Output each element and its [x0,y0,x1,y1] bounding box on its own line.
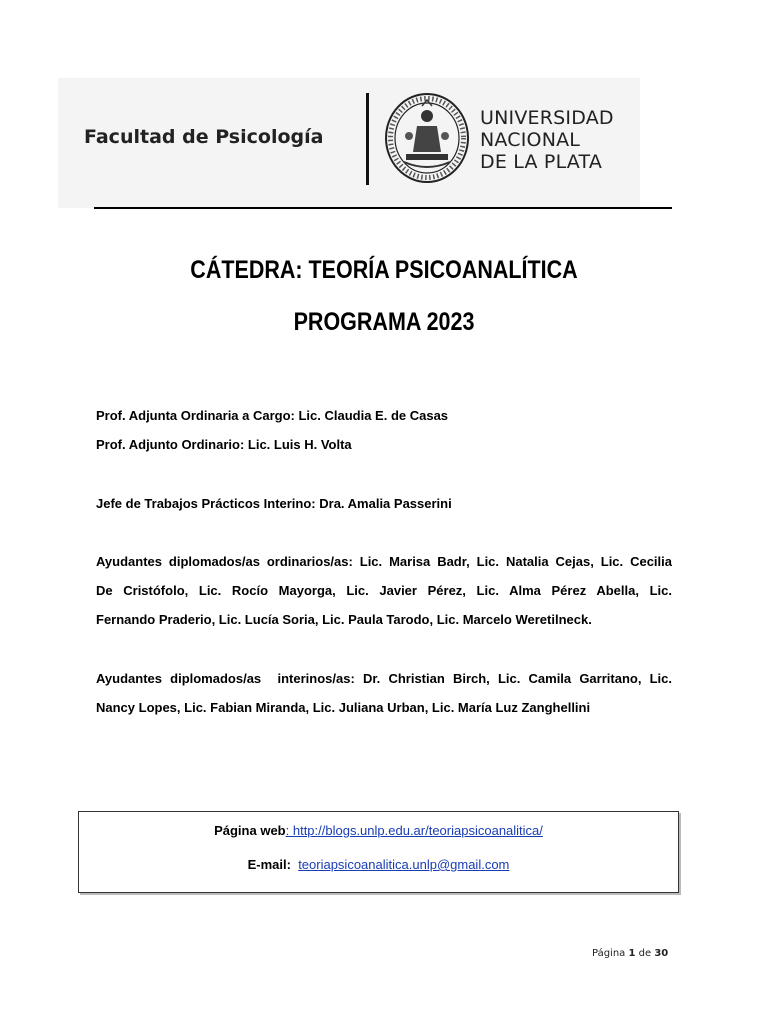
web-line [79,823,678,838]
professor-adjunto: Prof. Adjunto Ordinario: Lic. Luis H. Volta [96,437,352,452]
email-link[interactable]: teoriapsicoanalitica.unlp@gmail.com [298,857,510,872]
university-name [480,107,614,173]
program-title: PROGRAMA 2023 [293,308,475,336]
ayudantes-interinos-line: Nancy Lopes, Lic. Fabian Miranda, Lic. Juliana Urban, Lic. María Luz Zanghellini [96,700,591,715]
email-line [79,857,678,872]
university-name-line: DE LA PLATA [480,151,603,173]
contact-box [78,811,679,893]
university-name-line: UNIVERSIDAD [480,107,614,129]
university-name-line: NACIONAL [480,129,581,151]
ayudantes-ordinarios-block [96,547,672,634]
professor-adjunta: Prof. Adjunta Ordinaria a Cargo: Lic. Claudia E. de Casas [96,408,449,423]
unlp-seal-icon [384,92,470,184]
web-label: Página web [214,823,286,838]
ayudantes-ordinarios-line: De Cristófolo, Lic. Rocío Mayorga, Lic. Javier Pérez, Lic. Alma Pérez Abella, Lic. [96,583,672,598]
ayudantes-interinos-line: Ayudantes diplomados/as interinos/as: Dr. Christian Birch, Lic. Camila Garritano, Lic. [96,671,672,686]
jefe-block [96,489,672,518]
ayudantes-ordinarios-line: Ayudantes diplomados/as ordinarios/as: Lic. Marisa Badr, Lic. Natalia Cejas, Lic. Cecilia [96,554,672,569]
page-of: de [638,948,652,959]
ayudantes-interinos-block [96,664,672,722]
page-total: 30 [654,948,669,959]
header-rule [94,207,672,209]
faculty-name: Facultad de Psicología [84,126,324,148]
page-current: 1 [628,948,636,959]
header-divider [366,93,369,185]
page-number [592,948,668,959]
web-link[interactable]: : http://blogs.unlp.edu.ar/teoriapsicoanalitica/ [285,823,543,838]
page-word: Página [592,948,626,959]
email-label: E-mail: [247,857,291,872]
ayudantes-ordinarios-line: Fernando Praderio, Lic. Lucía Soria, Lic. Paula Tarodo, Lic. Marcelo Weretilneck. [96,612,592,627]
jefe-trabajos-practicos: Jefe de Trabajos Prácticos Interino: Dra. Amalia Passerini [96,496,452,511]
professors-block [96,401,672,459]
course-title: CÁTEDRA: TEORÍA PSICOANALÍTICA [190,256,578,284]
